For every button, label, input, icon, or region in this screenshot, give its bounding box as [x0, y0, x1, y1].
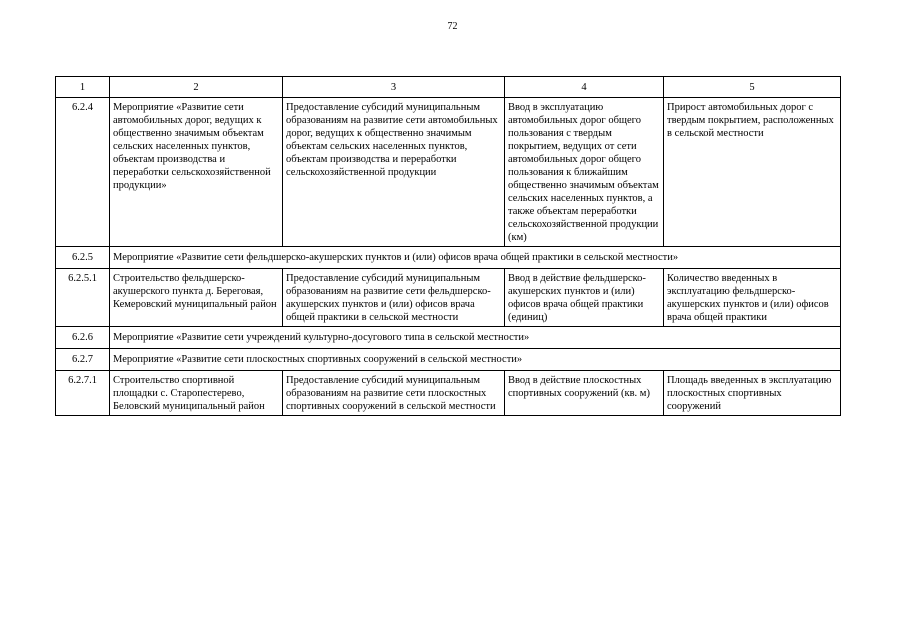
section-row: [56, 247, 841, 269]
header-cell-2: 2: [110, 77, 283, 98]
measure-result: Прирост автомобильных дорог с твердым покрытием, расположенных в сельской местности: [664, 98, 841, 247]
row-number: 6.2.7.1: [56, 371, 110, 416]
section-row: [56, 327, 841, 349]
header-cell-1: 1: [56, 77, 110, 98]
header-cell-5: 5: [664, 77, 841, 98]
section-title: Мероприятие «Развитие сети фельдшерско-акушерских пунктов и (или) офисов врача общей практики в сельской местности»: [110, 247, 841, 269]
section-row: [56, 349, 841, 371]
measures-table: [55, 76, 841, 416]
row-number: 6.2.7: [56, 349, 110, 371]
section-title: Мероприятие «Развитие сети учреждений культурно-досугового типа в сельской местности»: [110, 327, 841, 349]
measure-indicator: Ввод в действие фельдшерско-акушерских пунктов и (или) офисов врача общей практики (единиц): [505, 269, 664, 327]
row-number: 6.2.5: [56, 247, 110, 269]
measure-description: Предоставление субсидий муниципальным образованиям на развитие сети плоскостных спортивных сооружений в сельской местности: [283, 371, 505, 416]
measure-indicator: Ввод в эксплуатацию автомобильных дорог общего пользования с твердым покрытием, ведущих от сети автомобильных дорог общего пользования к ближайшим общественно значимым объектам сельских населенных пунктов, а также объектам переработки сельскохозяйственной продукции (км): [505, 98, 664, 247]
measure-result: Количество введенных в эксплуатацию фельдшерско-акушерских пунктов и (или) офисов врача общей практики: [664, 269, 841, 327]
row-number: 6.2.5.1: [56, 269, 110, 327]
measure-indicator: Ввод в действие плоскостных спортивных сооружений (кв. м): [505, 371, 664, 416]
header-cell-3: 3: [283, 77, 505, 98]
row-number: 6.2.4: [56, 98, 110, 247]
table-row: [56, 371, 841, 416]
row-number: 6.2.6: [56, 327, 110, 349]
measure-description: Предоставление субсидий муниципальным образованиям на развитие сети фельдшерско-акушерских пунктов и (или) офисов врача общей практики в сельской местности: [283, 269, 505, 327]
measure-result: Площадь введенных в эксплуатацию плоскостных спортивных сооружений: [664, 371, 841, 416]
table-header-row: [56, 77, 841, 98]
measure-name: Строительство спортивной площадки с. Старопестерево, Беловский муниципальный район: [110, 371, 283, 416]
section-title: Мероприятие «Развитие сети плоскостных спортивных сооружений в сельской местности»: [110, 349, 841, 371]
table-row: [56, 98, 841, 247]
measure-name: Мероприятие «Развитие сети автомобильных дорог, ведущих к общественно значимым объектам сельских населенных пунктов, объектам производства и переработки сельскохозяйственной продукции»: [110, 98, 283, 247]
measure-name: Строительство фельдшерско-акушерского пункта д. Береговая, Кемеровский муниципальный район: [110, 269, 283, 327]
page-number: 72: [447, 21, 458, 32]
header-cell-4: 4: [505, 77, 664, 98]
measure-description: Предоставление субсидий муниципальным образованиям на развитие сети автомобильных дорог, ведущих к общественно значимым объектам сельских населенных пунктов, объектам производства и переработки сельскохозяйственной продукции: [283, 98, 505, 247]
table-row: [56, 269, 841, 327]
